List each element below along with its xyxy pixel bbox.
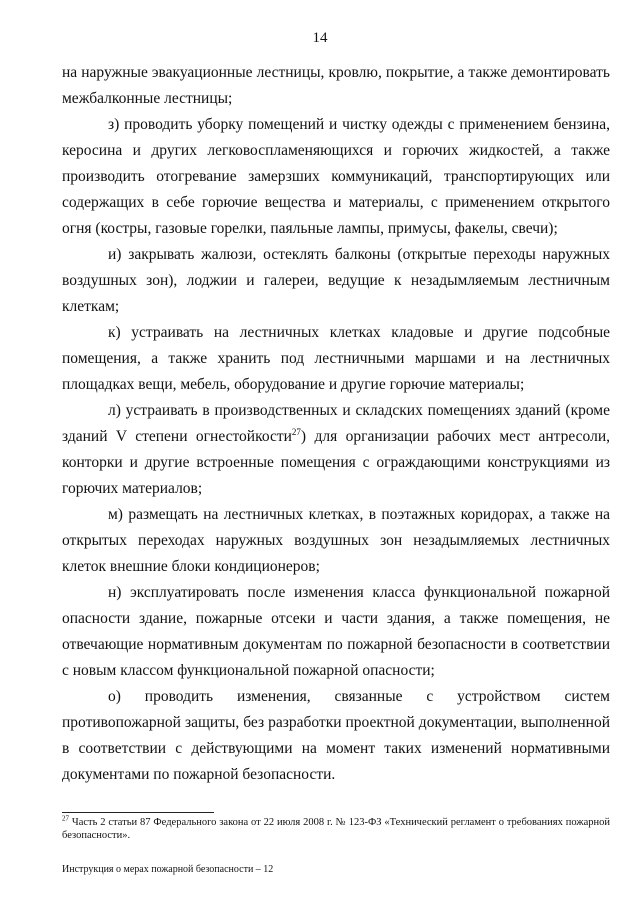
paragraph-item-k: к) устраивать на лестничных клетках кладовые и другие подсобные помещения, а также хранить под лестничными маршами и на лестничных площадках вещи, мебель, оборудование и другие горючие материалы; <box>62 324 610 393</box>
paragraph-item-z: з) проводить уборку помещений и чистку одежды с применением бензина, керосина и других легковоспламеняющихся и горючих жидкостей, а также производить отогревание замерзших коммуникаций, транспортирующих или содержащих в себе горючие вещества и материалы, с применением открытого огня (костры, газовые горелки, паяльные лампы, примусы, факелы, свечи); <box>62 116 610 237</box>
page-number: 14 <box>312 30 328 46</box>
footnote-marker: 27 <box>62 814 69 823</box>
body-text <box>62 60 610 788</box>
footnote-divider <box>62 812 214 813</box>
paragraph-item-i: и) закрывать жалюзи, остеклять балконы (открытые переходы наружных воздушных зон), лоджии и галереи, ведущие к незадымляемым лестничным клеткам; <box>62 246 610 315</box>
paragraph-continuation: на наружные эвакуационные лестницы, кровлю, покрытие, а также демонтировать межбалконные лестницы; <box>62 64 610 107</box>
footnote-reference[interactable]: 27 <box>291 426 301 437</box>
paragraph-item-m: м) размещать на лестничных клетках, в поэтажных коридорах, а также на открытых переходах наружных воздушных зон незадымляемых лестничных клеток внешние блоки кондиционеров; <box>62 506 610 575</box>
paragraph-item-o: о) проводить изменения, связанные с устройством систем противопожарной защиты, без разработки проектной документации, выполненной в соответствии с действующими на момент таких изменений нормативными документами по пожарной безопасности. <box>62 688 610 783</box>
paragraph-item-n: н) эксплуатировать после изменения класса функциональной пожарной опасности здание, пожарные отсеки и части здания, а также помещения, не отвечающие нормативным документам по пожарной безопасности в соответствии с новым классом функциональной пожарной опасности; <box>62 584 610 679</box>
footnote-text: Часть 2 статьи 87 Федерального закона от 22 июля 2008 г. № 123-ФЗ «Технический регламент о требованиях пожарной безопасности». <box>62 817 610 841</box>
paragraph-item-l-text-start: л) устраивать в производственных и складских помещениях зданий (кроме зданий V степени огнестойкости <box>62 402 610 445</box>
running-footer: Инструкция о мерах пожарной безопасности – 12 <box>62 864 274 875</box>
paragraph-item-l <box>62 398 610 502</box>
paragraph-item-l-text-end: ) для организации рабочих мест антресоли, конторки и другие встроенные помещения с ограждающими конструкциями из горючих материалов; <box>62 428 610 497</box>
footnote <box>62 816 610 842</box>
